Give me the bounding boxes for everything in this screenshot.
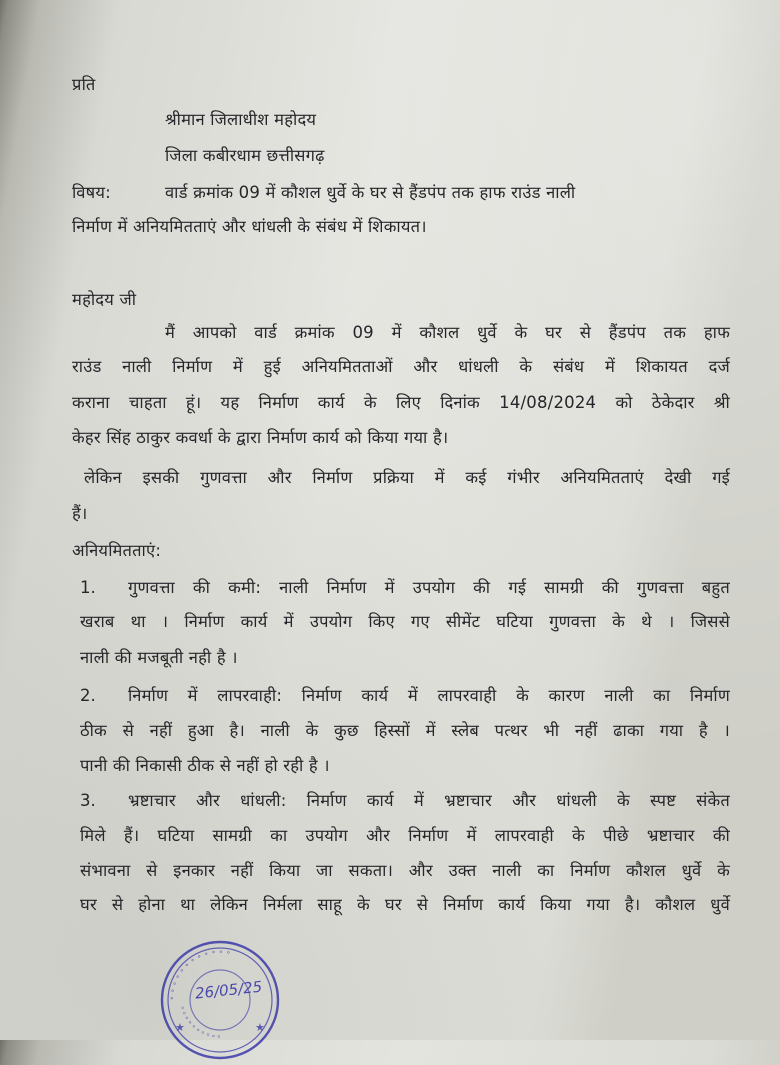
- subject-label: विषय:: [72, 183, 111, 202]
- subject-line-2: निर्माण में अनियमितताएं और धांधली के संबंध में शिकायत।: [72, 217, 427, 236]
- item-1-number: 1.: [80, 578, 96, 597]
- svg-text:॰ ॰ ॰ ॰ ॰ ॰ ॰ ॰ ॰ ॰ ॰ ॰: ॰ ॰ ॰ ॰ ॰ ॰ ॰ ॰ ॰ ॰ ॰ ॰: [167, 947, 232, 1001]
- item-2-number: 2.: [80, 686, 96, 705]
- paragraph-1-line-1: मैं आपको वार्ड क्रमांक 09 में कौशल धुर्वे के घर से हैंडपंप तक हाफ: [165, 323, 730, 342]
- recipient-line-1: श्रीमान जिलाधीश महोदय: [165, 110, 317, 129]
- item-2-line-3: पानी की निकासी ठीक से नहीं हो रही है ।: [80, 756, 330, 775]
- item-2-line-1: निर्माण में लापरवाही: निर्माण कार्य में लापरवाही के कारण नाली का निर्माण: [128, 686, 730, 705]
- item-1-line-3: नाली की मजबूती नही है ।: [80, 648, 238, 667]
- stamp-handwritten-date: 26/05/25: [194, 977, 264, 1003]
- paragraph-1-line-2: राउंड नाली निर्माण में हुई अनियमितताओं और धांधली के संबंध में शिकायत दर्ज: [72, 357, 730, 376]
- item-2-line-2: ठीक से नहीं हुआ है। नाली के कुछ हिस्सों में स्लेब पत्थर भी नहीं ढाका गया है ।: [80, 721, 730, 740]
- item-3-line-2: मिले हैं। घटिया सामग्री का उपयोग और निर्माण में लापरवाही के पीछे भ्रष्टाचार की: [80, 826, 730, 845]
- greeting: महोदय जी: [72, 290, 137, 309]
- item-3-number: 3.: [80, 791, 96, 810]
- item-1-line-2: खराब था । निर्माण कार्य में उपयोग किए गए सीमेंट घटिया गुणवत्ता के थे । जिससे: [80, 612, 730, 631]
- paragraph-2-line-2: हैं।: [72, 504, 88, 523]
- paragraph-1-line-4: केहर सिंह ठाकुर कवर्धा के द्वारा निर्माण कार्य को किया गया है।: [72, 428, 449, 447]
- paragraph-1-line-3: कराना चाहता हूं। यह निर्माण कार्य के लिए दिनांक 14/08/2024 को ठेकेदार श्री: [72, 393, 730, 412]
- salutation-to: प्रति: [72, 75, 96, 94]
- item-3-line-3: संभावना से इनकार नहीं किया जा सकता। और उक्त नाली का निर्माण कौशल धुर्वे के: [80, 861, 730, 880]
- item-3-line-1: भ्रष्टाचार और धांधली: निर्माण कार्य में भ्रष्टाचार और धांधली के स्पष्ट संकेत: [128, 791, 730, 810]
- paragraph-2-line-1: लेकिन इसकी गुणवत्ता और निर्माण प्रक्रिया में कई गंभीर अनियमितताएं देखी गई: [84, 468, 730, 487]
- irregularities-heading: अनियमितताएं:: [72, 541, 162, 560]
- item-1-line-1: गुणवत्ता की कमी: नाली निर्माण में उपयोग की गई सामग्री की गुणवत्ता बहुत: [128, 578, 730, 597]
- svg-text:★: ★: [255, 1021, 265, 1034]
- item-3-line-4: घर से होना था लेकिन निर्मला साहू के घर से निर्माण कार्य किया गया है। कौशल धुर्वे: [80, 895, 730, 914]
- subject-line-1: वार्ड क्रमांक 09 में कौशल धुर्वे के घर से हैंडपंप तक हाफ राउंड नाली: [165, 183, 576, 202]
- recipient-line-2: जिला कबीरधाम छत्तीसगढ़: [165, 146, 325, 165]
- office-seal-stamp: [155, 935, 285, 1065]
- svg-text:॰ ॰ ॰ ॰ ॰ ॰ ॰ ॰ ॰ ॰: ॰ ॰ ॰ ॰ ॰ ॰ ॰ ॰ ॰ ॰: [177, 1005, 221, 1042]
- svg-text:★: ★: [175, 1021, 185, 1034]
